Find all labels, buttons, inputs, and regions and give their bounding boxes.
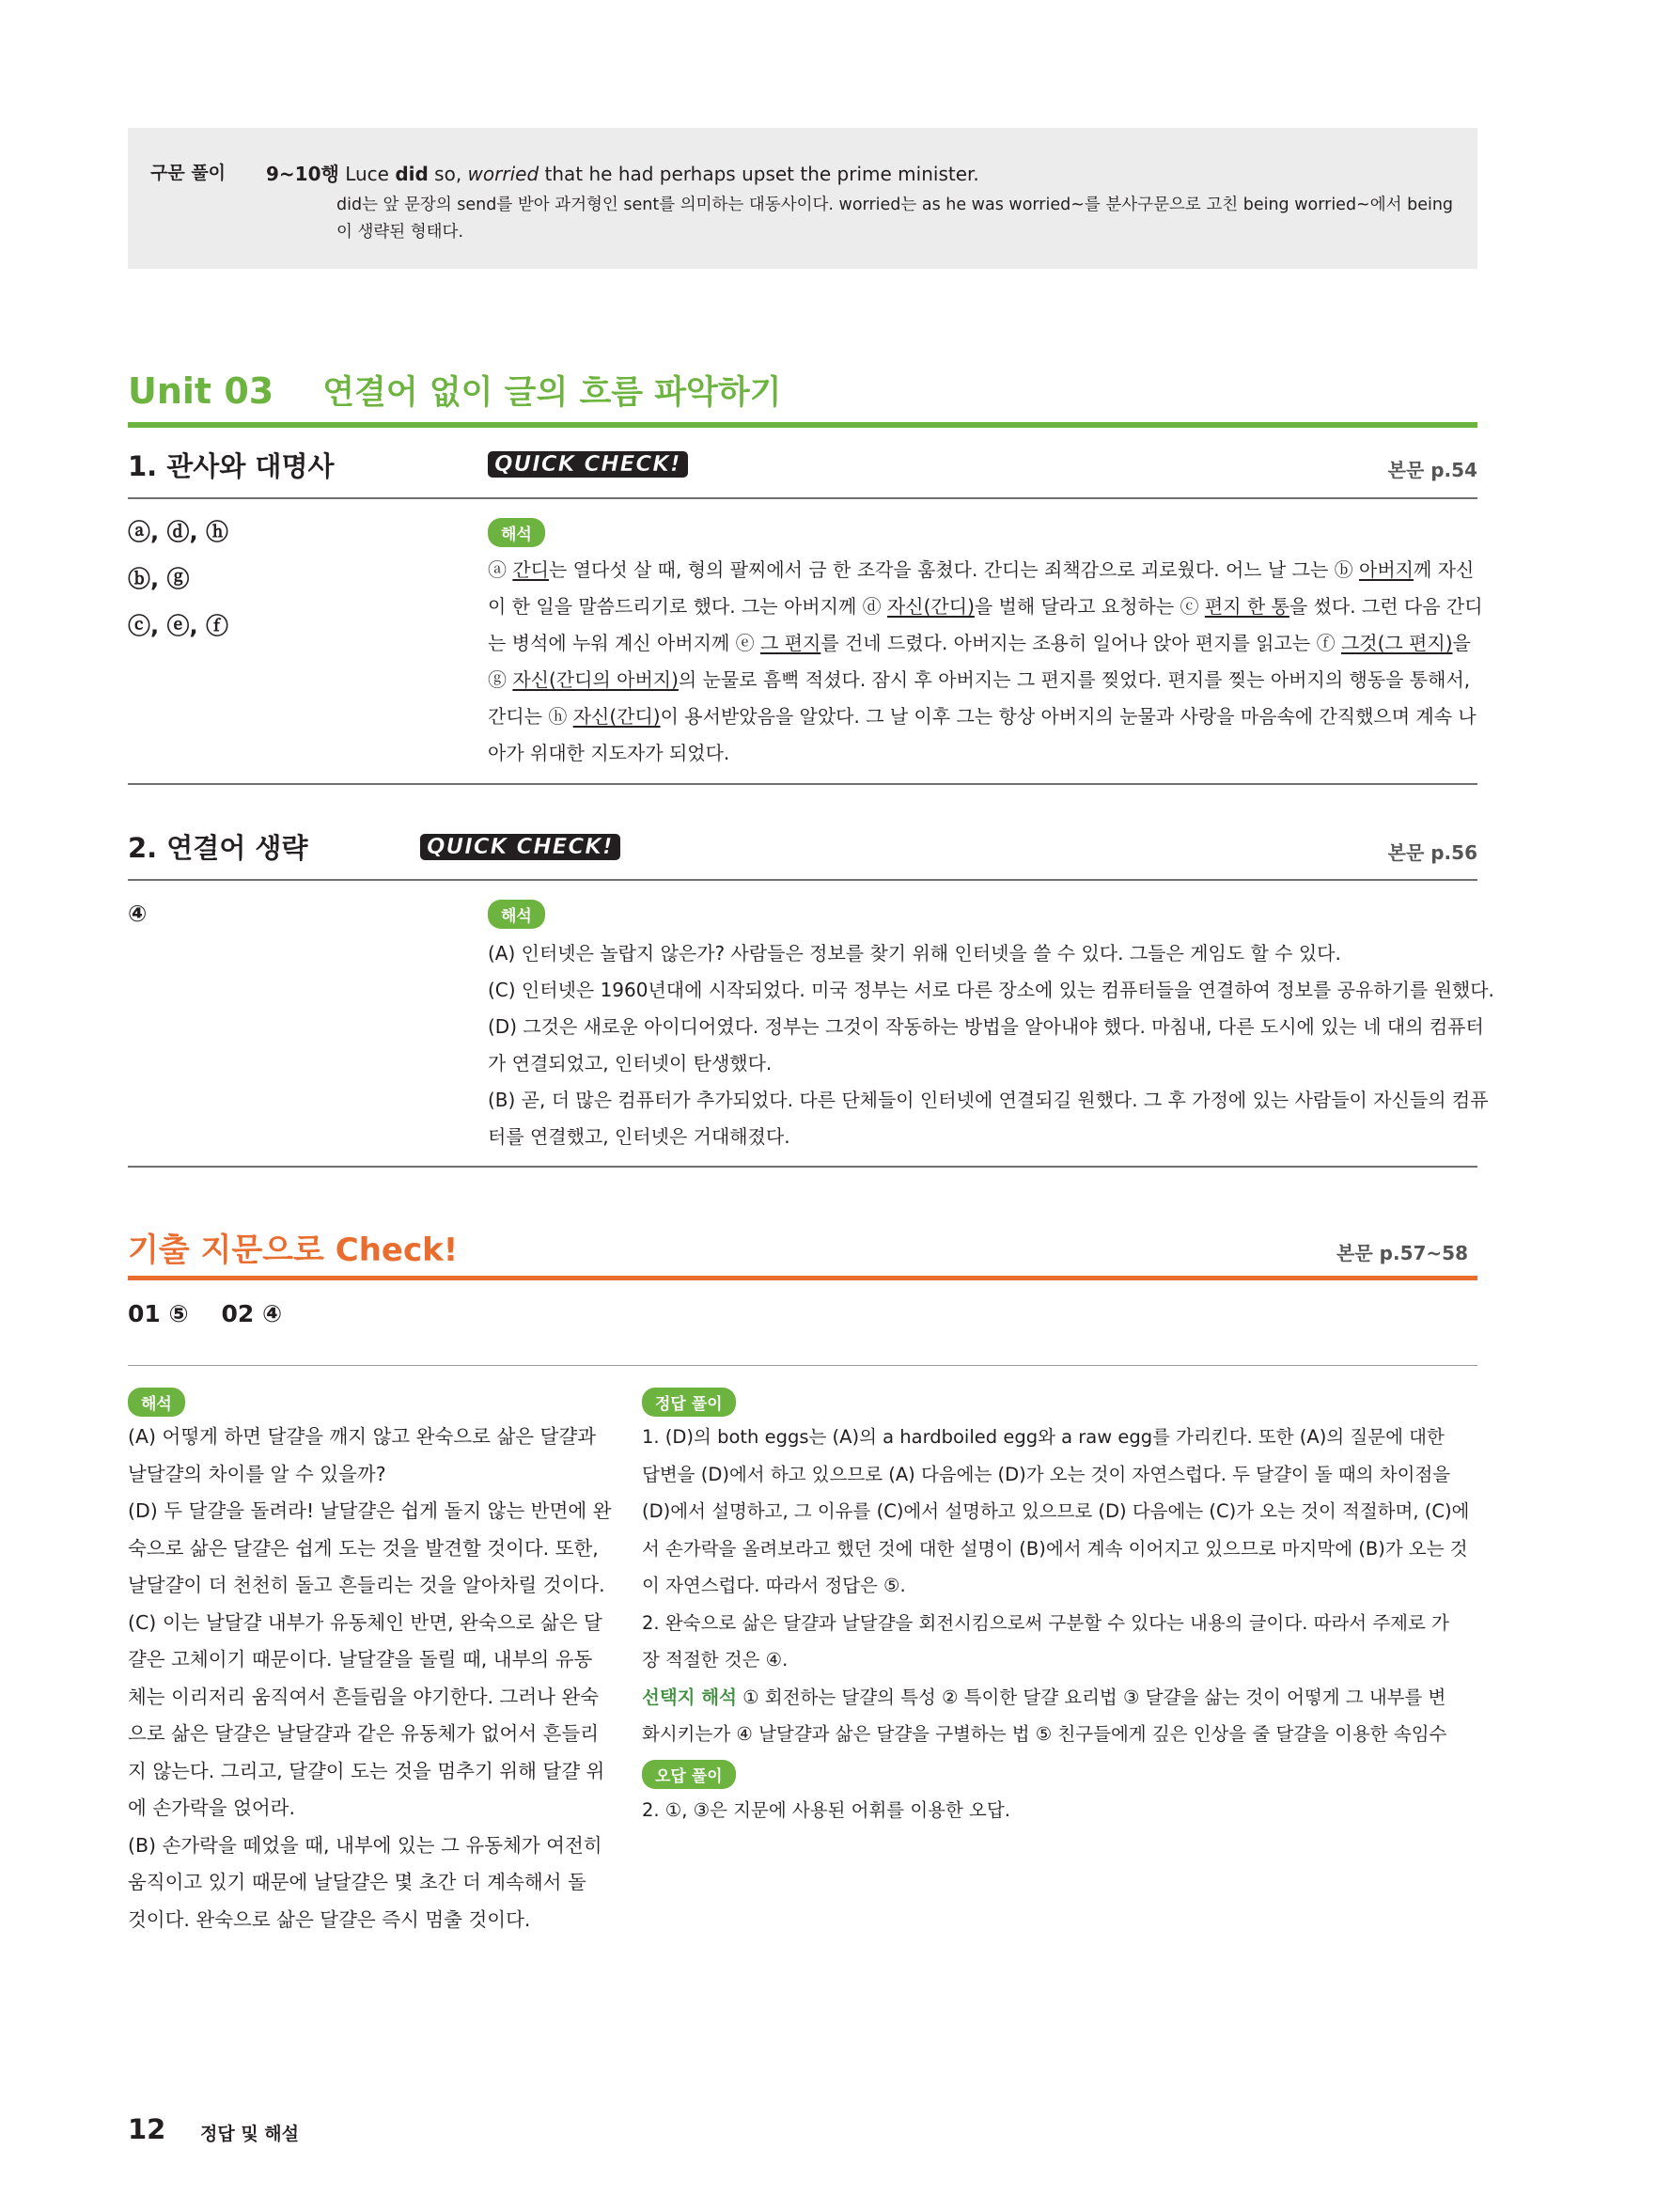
translation-line: (D) 그것은 새로운 아이디어였다. 정부는 그것이 작동하는 방법을 알아내야 했다. 마침내, 다른 도시에 있는 네 대의 컴퓨터 [488,1015,1484,1038]
section2-translation-pill: 해석 [488,900,545,929]
exam-translation-line: (C) 이는 날달걀 내부가 유동체인 반면, 완숙으로 삶은 달 [128,1610,602,1634]
exam-translation [128,1419,612,1938]
wrong-answer-explanation: 2. ①, ③은 지문에 사용된 어휘를 이용한 오답. [642,1799,1010,1821]
translation-line: (C) 인터넷은 1960년대에 시작되었다. 미국 정부는 서로 다른 장소에 있는 컴퓨터들을 연결하여 정보를 공유하기를 원했다. [488,979,1494,1001]
quick-check-badge: QUICK CHECK! [488,451,688,478]
explanation-line: 답변을 (D)에서 하고 있으므로 (A) 다음에는 (D)가 오는 것이 자연스럽다. 두 달걀이 돌 때의 차이점을 [642,1463,1451,1485]
exam-translation-line: (D) 두 달걀을 돌려라! 날달걀은 쉽게 돌지 않는 반면에 완 [128,1499,612,1522]
exam-translation-line: (B) 손가락을 떼었을 때, 내부에 있는 그 유동체가 여전히 [128,1833,602,1857]
grammar-line-ref: 9~10행 [266,163,339,185]
section1-translation [488,552,1484,772]
exam-translation-line: 날달걀이 더 천천히 돌고 흔들리는 것을 알아차릴 것이다. [128,1574,605,1596]
unit-title: 연결어 없이 글의 흐름 파악하기 [322,374,782,412]
exam-translation-line: 지 않는다. 그리고, 달걀이 도는 것을 멈추기 위해 달걀 위 [128,1759,605,1782]
exam-translation-line: 체는 이리저리 움직여서 흔들림을 야기한다. 그러나 완숙 [128,1685,600,1708]
wrong-answer-pill: 오답 풀이 [642,1760,736,1789]
translation-line: ⓖ 자신(간디의 아버지)의 눈물로 흠뻑 적셨다. 잠시 후 아버지는 그 편지를 찢었다. 편지를 찢는 아버지의 행동을 통해서, [488,668,1471,691]
exam-left-pill: 해석 [128,1388,185,1417]
explanation-line: 장 적절한 것은 ④. [642,1649,789,1671]
translation-line: 이 한 일을 말씀드리기로 했다. 그는 아버지께 ⓓ 자신(간디)을 벌해 달라고 요청하는 ⓒ 편지 한 통을 썼다. 그런 다음 간디 [488,595,1483,618]
translation-line: ⓐ 간디는 열다섯 살 때, 형의 팔찌에서 금 한 조각을 훔쳤다. 간디는 죄책감으로 괴로웠다. 어느 날 그는 ⓑ 아버지께 자신 [488,558,1475,581]
exam-translation-line: 것이다. 완숙으로 삶은 달걀은 즉시 멈출 것이다. [128,1907,531,1931]
unit-heading [128,367,782,414]
answer-group: ⓒ, ⓔ, ⓕ [128,613,228,639]
explanation-line: (D)에서 설명하고, 그 이유를 (C)에서 설명하고 있으므로 (D) 다음에는 (C)가 오는 것이 적절하며, (C)에 [642,1500,1470,1522]
exam-answers: 01 ⑤ 02 ④ [128,1300,283,1327]
translation-line: 아가 위대한 지도자가 되었다. [488,742,730,764]
quick-check-badge: QUICK CHECK! [420,834,620,860]
exam-translation-line: 숙으로 삶은 달걀은 쉽게 도는 것을 발견할 것이다. 또한, [128,1536,599,1560]
page-number: 12 [128,2113,166,2145]
section1-translation-pill: 해석 [488,518,545,547]
translation-line: (B) 곧, 더 많은 컴퓨터가 추가되었다. 다른 단체들이 인터넷에 연결되길 원했다. 그 후 가정에 있는 사람들이 자신들의 컴퓨 [488,1089,1489,1111]
unit-number: Unit 03 [128,370,274,412]
section1-title: 1. 관사와 대명사 [128,450,335,482]
section2-rule [128,879,1477,881]
answer-group: ⓐ, ⓓ, ⓗ [128,519,228,545]
translation-line: 간디는 ⓗ 자신(간디)이 용서받았음을 알았다. 그 날 이후 그는 항상 아버지의 눈물과 사랑을 마음속에 간직했으며 계속 나 [488,705,1477,728]
translation-line: 는 병석에 누워 계신 아버지께 ⓔ 그 편지를 건네 드렸다. 아버지는 조용히 일어나 앉아 편지를 읽고는 ⓕ 그것(그 편지)을 [488,632,1471,654]
exam-explanation [642,1419,1478,1753]
exam-check-title: 기출 지문으로 Check! [128,1232,459,1269]
translation-line: (A) 인터넷은 놀랍지 않은가? 사람들은 정보를 찾기 위해 인터넷을 쓸 수 있다. 그들은 게임도 할 수 있다. [488,942,1341,965]
section2-bottom-rule [128,1166,1477,1168]
exam-answers-rule [128,1365,1477,1366]
section1-answers [128,509,228,650]
choice-translation-line: 화시키는가 ④ 날달걀과 삶은 달걀을 구별하는 법 ⑤ 친구들에게 깊은 인상을 줄 달걀을 이용한 속임수 [642,1723,1447,1745]
unit-divider [128,422,1477,428]
grammar-note-label: 구문 풀이 [150,163,227,183]
translation-line: 터를 연결했고, 인터넷은 거대해졌다. [488,1125,790,1148]
grammar-note-sentence: 9~10행 Luce did so, worried that he had perhaps upset the prime minister. [266,163,979,185]
exam-translation-line: 움직이고 있기 때문에 날달걀은 몇 초간 더 계속해서 돌 [128,1871,586,1893]
exam-translation-line: (A) 어떻게 하면 달걀을 깨지 않고 완숙으로 삶은 달걀과 [128,1425,597,1448]
choice-label: 선택지 해석 [642,1686,737,1708]
exam-translation-line: 걀은 고체이기 때문이다. 날달걀을 돌릴 때, 내부의 유동 [128,1648,593,1671]
explanation-line: 서 손가락을 올려보라고 했던 것에 대한 설명이 (B)에서 계속 이어지고 있으므로 마지막에 (B)가 오는 것 [642,1537,1468,1560]
section2-translation [488,935,1494,1155]
exam-translation-line: 날달걀의 차이를 알 수 있을까? [128,1462,386,1485]
exam-divider [128,1276,1477,1280]
section2-answer: ④ [128,901,148,927]
answer-group: ⓑ, ⓖ [128,566,190,592]
grammar-note-explanation: did는 앞 문장의 send를 받아 과거형인 sent를 의미하는 대동사이다. worried는 as he was worried~를 분사구문으로 고친 being worried~에서 being이 생략된 형태다. [336,196,1454,242]
exam-translation-line: 에 손가락을 얹어라. [128,1796,295,1819]
exam-translation-line: 으로 삶은 달걀은 날달걀과 같은 유동체가 없어서 흔들리 [128,1722,600,1745]
exam-page-ref: 본문 p.57~58 [1336,1242,1468,1264]
section2-title: 2. 연결어 생략 [128,832,308,864]
explanation-line: 2. 완숙으로 삶은 달걀과 날달걀을 회전시킴으로써 구분할 수 있다는 내용의 글이다. 따라서 주제로 가 [642,1611,1449,1634]
explanation-line: 1. (D)의 both eggs는 (A)의 a hardboiled egg와 a raw egg를 가리킨다. 또한 (A)의 질문에 대한 [642,1426,1445,1448]
section1-bottom-rule [128,783,1477,785]
explanation-line: 이 자연스럽다. 따라서 정답은 ⑤. [642,1575,906,1596]
footer-label: 정답 및 해설 [200,2124,299,2144]
section1-rule [128,497,1477,499]
exam-right-pill: 정답 풀이 [642,1388,736,1417]
section2-page-ref: 본문 p.56 [1387,841,1477,864]
section1-page-ref: 본문 p.54 [1387,459,1477,481]
translation-line: 가 연결되었고, 인터넷이 탄생했다. [488,1052,773,1075]
choice-translation-line: 선택지 해석 ① 회전하는 달걀의 특성 ② 특이한 달걀 요리법 ③ 달걀을 삶는 것이 어떻게 그 내부를 변 [642,1686,1446,1708]
